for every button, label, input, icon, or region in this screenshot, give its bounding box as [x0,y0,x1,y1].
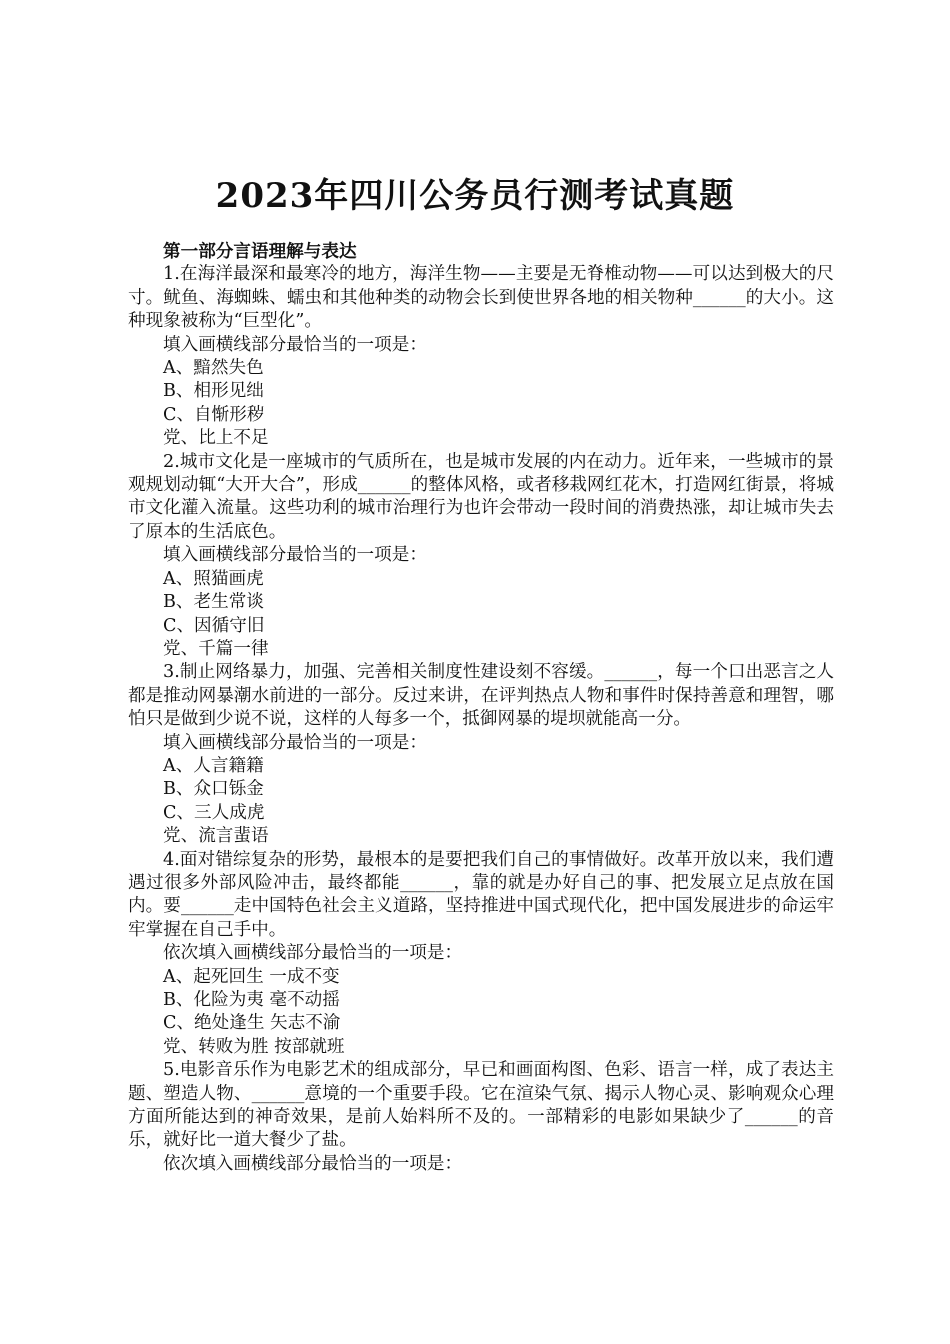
option-d: 党、千篇一律 [163,638,269,659]
question-stem: 5.电影音乐作为电影艺术的组成部分，早已和画面构图、色彩、语言一样，成了表达主题、塑造人物、______意境的一个重要手段。它在渲染气氛、揭示人物心灵、影响观众心理方面所能达到的神奇效果，是前人始料所不及的。一部精彩的电影如果缺少了______的音乐，就好比一道大餐少了盐。 [128,1060,834,1151]
option-a: A、照猫画虎 [163,568,264,589]
option-b: B、化险为夷 毫不动摇 [163,990,340,1010]
option-d: 党、比上不足 [163,428,269,449]
question-prompt: 填入画横线部分最恰当的一项是： [163,732,427,753]
question-prompt: 填入画横线部分最恰当的一项是： [163,334,427,355]
option-a: A、起死回生 一成不变 [163,966,340,987]
question-stem: 1.在海洋最深和最寒冷的地方，海洋生物——主要是无脊椎动物——可以达到极大的尺寸。鱿鱼、海蜘蛛、蠕虫和其他种类的动物会长到使世界各地的相关物种______的大小。这种现象被称为“巨型化”。 [128,264,834,332]
option-a: A、黯然失色 [163,358,264,379]
question-prompt: 依次填入画横线部分最恰当的一项是： [163,1153,463,1174]
question-2 [128,451,834,662]
option-c: C、自惭形秽 [163,404,265,425]
question-3 [128,661,834,848]
option-d: 党、转败为胜 按部就班 [163,1036,345,1057]
option-b: B、老生常谈 [163,592,264,613]
option-c: C、绝处逢生 矢志不渝 [163,1013,341,1034]
option-c: C、因循守旧 [163,615,265,636]
question-5 [128,1059,834,1176]
question-stem: 4.面对错综复杂的形势，最根本的是要把我们自己的事情做好。改革开放以来，我们遭遇过很多外部风险冲击，最终都能______，靠的就是办好自己的事、把发展立足点放在国内。要______走中国特色社会主义道路，坚持推进中国式现代化，把中国发展进步的命运牢牢掌握在自己手中。 [128,849,834,940]
question-prompt: 填入画横线部分最恰当的一项是： [163,545,427,566]
option-b: B、相形见绌 [163,381,264,402]
question-stem: 2.城市文化是一座城市的气质所在，也是城市发展的内在动力。近年来，一些城市的景观规划动辄“大开大合”，形成______的整体风格，或者移栽网红花木，打造网红街景，将城市文化灌入流量。这些功利的城市治理行为也许会带动一段时间的消费热涨，却让城市失去了原本的生活底色。 [128,451,834,542]
option-b: B、众口铄金 [163,779,264,800]
question-4 [128,849,834,1060]
document-body [128,240,834,1176]
option-a: A、人言籍籍 [163,755,264,776]
question-stem: 3.制止网络暴力，加强、完善相关制度性建设刻不容缓。______，每一个口出恶言之人都是推动网暴潮水前进的一部分。反过来讲，在评判热点人物和事件时保持善意和理智，哪怕只是做到少说不说，这样的人每多一个，抵御网暴的堤坝就能高一分。 [128,662,834,730]
question-prompt: 依次填入画横线部分最恰当的一项是： [163,943,463,964]
option-c: C、三人成虎 [163,802,265,823]
question-1 [128,263,834,450]
section-heading: 第一部分言语理解与表达 [163,241,357,262]
page-title: 2023年四川公务员行测考试真题 [215,176,735,216]
option-d: 党、流言蜚语 [163,826,269,847]
